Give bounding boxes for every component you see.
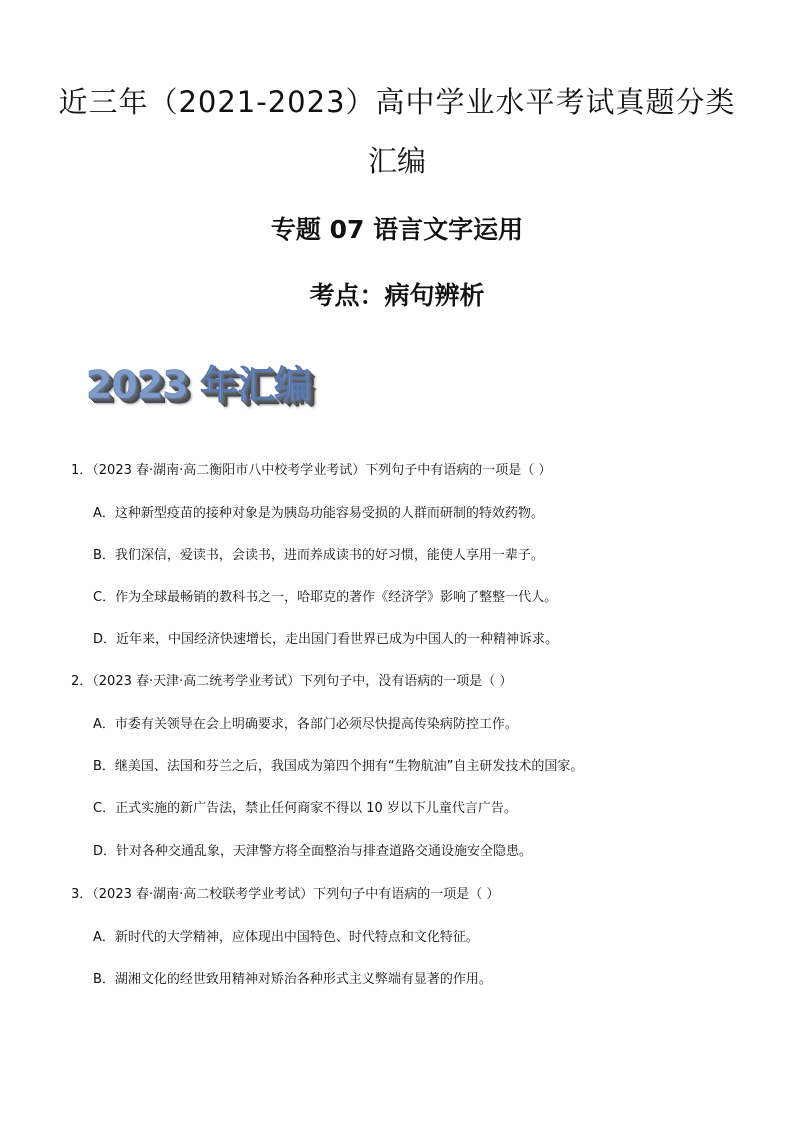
- question-3-stem: 3．（2023 春·湖南·高二校联考学业考试）下列句子中有语病的一项是（ ）: [71, 887, 500, 902]
- question-2-option-d: D．针对各种交通乱象，天津警方将全面整治与排查道路交通设施安全隐患。: [93, 844, 533, 859]
- question-1-option-a: A．这种新型疫苗的接种对象是为胰岛功能容易受损的人群而研制的特效药物。: [93, 506, 544, 521]
- question-1-option-c: C．作为全球最畅销的教科书之一，哈耶克的著作《经济学》影响了整整一代人。: [93, 590, 558, 605]
- document-title-line-1: 近三年（2021-2023）高中学业水平考试真题分类: [58, 85, 736, 119]
- question-1-stem: 1．（2023 春·湖南·高二衡阳市八中校考学业考试）下列句子中有语病的一项是（ ）: [71, 463, 552, 478]
- document-title-line-2: 汇编: [367, 144, 426, 178]
- question-2-option-a: A．市委有关领导在会上明确要求，各部门必须尽快提高传染病防控工作。: [93, 717, 518, 732]
- question-2-option-b: B．继美国、法国和芬兰之后，我国成为第四个拥有“生物航油”自主研发技术的国家。: [93, 759, 584, 774]
- question-3-option-a: A．新时代的大学精神，应体现出中国特色、时代特点和文化特征。: [93, 930, 479, 945]
- question-1-option-d: D．近年来，中国经济快速增长，走出国门看世界已成为中国人的一种精神诉求。: [93, 632, 559, 647]
- question-1-option-b: B．我们深信，爱读书，会读书，进而养成读书的好习惯，能使人享用一辈子。: [93, 548, 544, 563]
- question-2-option-c: C．正式实施的新广告法，禁止任何商家不得以 10 岁以下儿童代言广告。: [93, 801, 517, 816]
- question-2-stem: 2．（2023 春·天津·高二统考学业考试）下列句子中，没有语病的一项是（ ）: [71, 674, 513, 689]
- topic-heading: 专题 07 语言文字运用: [270, 215, 524, 244]
- question-3-option-b: B．湖湘文化的经世致用精神对矫治各种形式主义弊端有显著的作用。: [93, 972, 492, 987]
- exam-point-heading: 考点：病句辨析: [309, 281, 485, 310]
- year-section-banner: 2023 年汇编: [86, 363, 311, 407]
